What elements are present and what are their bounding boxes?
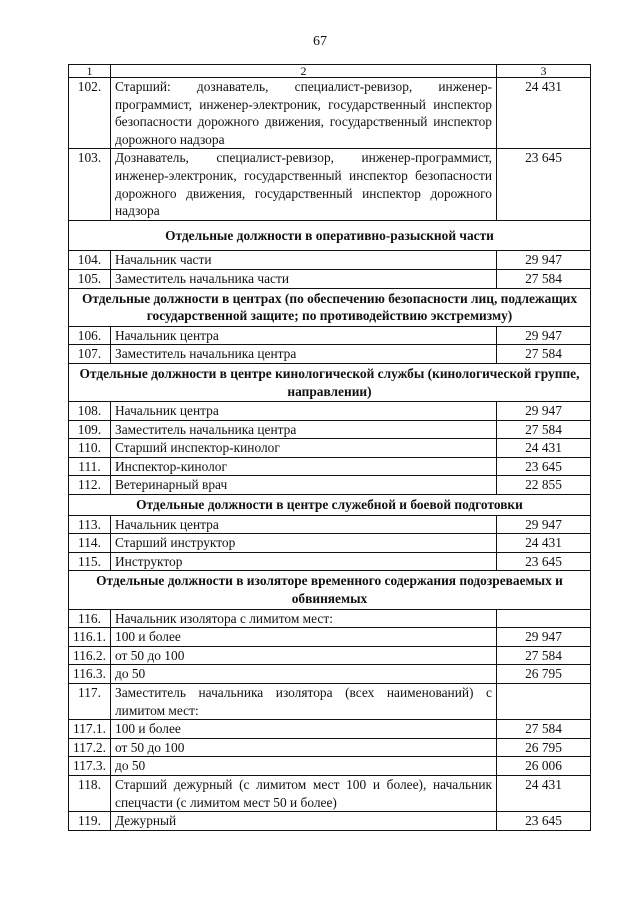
table-row [69, 457, 591, 476]
section-heading-row [69, 220, 591, 251]
salary-value: 29 947 [497, 628, 591, 647]
salary-value: 26 795 [497, 665, 591, 684]
salary-value: 26 795 [497, 738, 591, 757]
table-row [69, 534, 591, 553]
position-title: до 50 [111, 665, 497, 684]
section-heading-row [69, 571, 591, 609]
salary-value: 23 645 [497, 812, 591, 831]
row-number: 116.1. [69, 628, 111, 647]
table-row [69, 738, 591, 757]
table-row [69, 665, 591, 684]
row-number: 102. [69, 78, 111, 149]
section-heading-row [69, 495, 591, 516]
table-row [69, 269, 591, 288]
salary-value: 24 431 [497, 775, 591, 811]
salary-value: 27 584 [497, 420, 591, 439]
table-row [69, 552, 591, 571]
row-number: 117.3. [69, 757, 111, 776]
position-title: Начальник центра [111, 402, 497, 421]
row-number: 118. [69, 775, 111, 811]
position-title: Начальник части [111, 251, 497, 270]
salary-value: 24 431 [497, 78, 591, 149]
table-row [69, 720, 591, 739]
position-title: до 50 [111, 757, 497, 776]
table-row [69, 609, 591, 628]
row-number: 111. [69, 457, 111, 476]
row-number: 115. [69, 552, 111, 571]
column-position-header: 2 [111, 65, 497, 78]
row-number: 116.2. [69, 646, 111, 665]
salary-table [68, 64, 591, 831]
table-row [69, 775, 591, 811]
table-row [69, 812, 591, 831]
table-row [69, 420, 591, 439]
row-number: 109. [69, 420, 111, 439]
table-row [69, 439, 591, 458]
row-number: 107. [69, 345, 111, 364]
position-title: Ветеринарный врач [111, 476, 497, 495]
table-row [69, 628, 591, 647]
salary-value [497, 684, 591, 720]
position-title: Инспектор-кинолог [111, 457, 497, 476]
row-number: 117.2. [69, 738, 111, 757]
row-number: 114. [69, 534, 111, 553]
row-number: 119. [69, 812, 111, 831]
position-title: Заместитель начальника центра [111, 345, 497, 364]
position-title: 100 и более [111, 720, 497, 739]
position-title: Заместитель начальника изолятора (всех наименований) с лимитом мест: [111, 684, 497, 720]
salary-value: 27 584 [497, 345, 591, 364]
position-title: Старший инструктор [111, 534, 497, 553]
page-number: 67 [313, 34, 327, 49]
column-salary-header: 3 [497, 65, 591, 78]
row-number: 117. [69, 684, 111, 720]
salary-value: 24 431 [497, 534, 591, 553]
row-number: 116.3. [69, 665, 111, 684]
table-row [69, 757, 591, 776]
table-row [69, 78, 591, 149]
position-title: Старший инспектор-кинолог [111, 439, 497, 458]
table-header-row [69, 65, 591, 78]
row-number: 108. [69, 402, 111, 421]
row-number: 110. [69, 439, 111, 458]
row-number: 103. [69, 149, 111, 220]
position-title: Заместитель начальника центра [111, 420, 497, 439]
row-number: 117.1. [69, 720, 111, 739]
table-row [69, 476, 591, 495]
column-number-header: 1 [69, 65, 111, 78]
salary-value: 27 584 [497, 269, 591, 288]
salary-value: 29 947 [497, 326, 591, 345]
position-title: Начальник центра [111, 326, 497, 345]
position-title: Дежурный [111, 812, 497, 831]
salary-value: 29 947 [497, 251, 591, 270]
section-heading: Отдельные должности в центре кинологической службы (кинологической группе, направлении) [69, 363, 591, 401]
position-title: Дознаватель, специалист-ревизор, инженер-программист, инженер-электроник, государственный инспектор безопасности дорожного движения, государственный инспектор дорожного надзора [111, 149, 497, 220]
table-row [69, 515, 591, 534]
position-title: Инструктор [111, 552, 497, 571]
position-title: Старший дежурный (с лимитом мест 100 и более), начальник спецчасти (с лимитом мест 50 и более) [111, 775, 497, 811]
position-title: Начальник изолятора с лимитом мест: [111, 609, 497, 628]
salary-value: 23 645 [497, 149, 591, 220]
table-row [69, 345, 591, 364]
salary-value [497, 609, 591, 628]
row-number: 113. [69, 515, 111, 534]
salary-table-body [69, 65, 591, 831]
position-title: 100 и более [111, 628, 497, 647]
position-title: Старший: дознаватель, специалист-ревизор, инженер-программист, инженер-электроник, государственный инспектор безопасности дорожного движения, государственный инспектор дорожного надзора [111, 78, 497, 149]
salary-value: 29 947 [497, 402, 591, 421]
section-heading: Отдельные должности в оперативно-разыскной части [69, 220, 591, 251]
salary-value: 23 645 [497, 552, 591, 571]
salary-value: 22 855 [497, 476, 591, 495]
position-title: Заместитель начальника части [111, 269, 497, 288]
row-number: 116. [69, 609, 111, 628]
salary-value: 27 584 [497, 646, 591, 665]
row-number: 112. [69, 476, 111, 495]
row-number: 105. [69, 269, 111, 288]
salary-value: 24 431 [497, 439, 591, 458]
section-heading-row [69, 363, 591, 401]
table-row [69, 326, 591, 345]
row-number: 104. [69, 251, 111, 270]
position-title: Начальник центра [111, 515, 497, 534]
position-title: от 50 до 100 [111, 738, 497, 757]
table-row [69, 684, 591, 720]
salary-value: 26 006 [497, 757, 591, 776]
salary-value: 27 584 [497, 720, 591, 739]
salary-value: 23 645 [497, 457, 591, 476]
position-title: от 50 до 100 [111, 646, 497, 665]
table-row [69, 646, 591, 665]
table-row [69, 149, 591, 220]
section-heading: Отдельные должности в изоляторе временного содержания подозреваемых и обвиняемых [69, 571, 591, 609]
table-row [69, 402, 591, 421]
row-number: 106. [69, 326, 111, 345]
section-heading: Отдельные должности в центре служебной и боевой подготовки [69, 495, 591, 516]
section-heading-row [69, 288, 591, 326]
salary-value: 29 947 [497, 515, 591, 534]
section-heading: Отдельные должности в центрах (по обеспечению безопасности лиц, подлежащих государственной защите; по противодействию экстремизму) [69, 288, 591, 326]
table-row [69, 251, 591, 270]
